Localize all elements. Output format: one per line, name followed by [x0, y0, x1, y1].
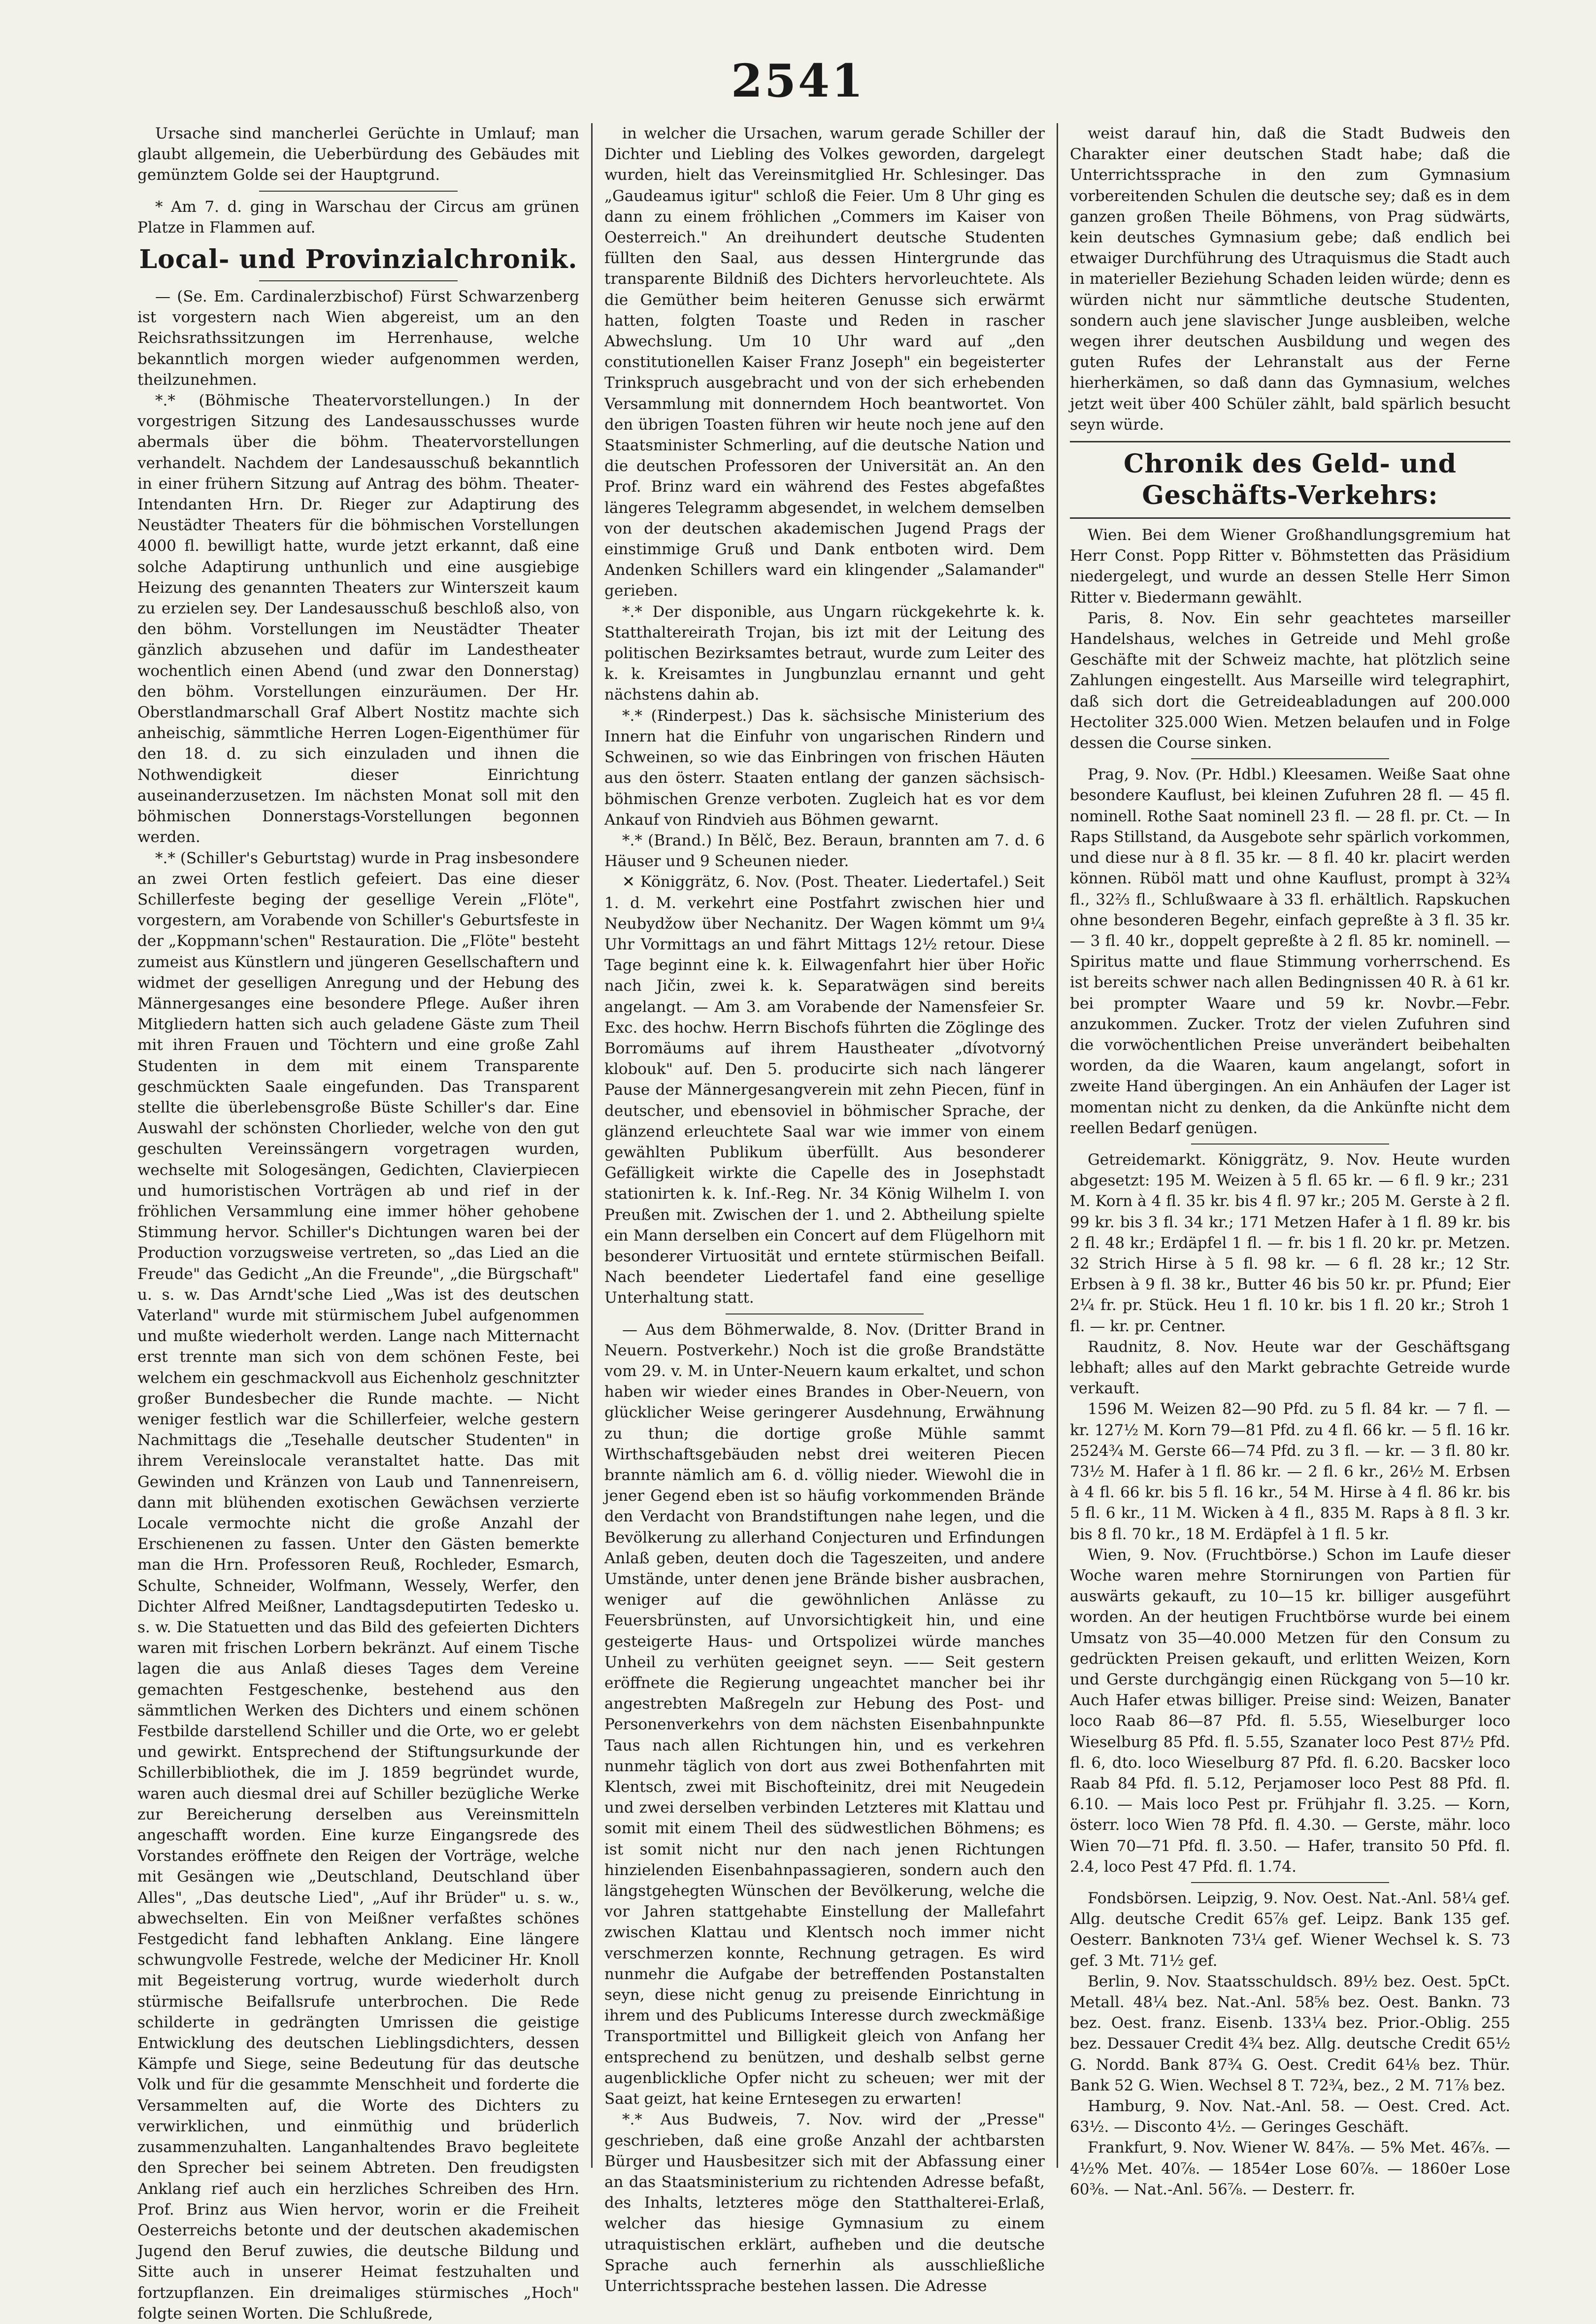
- article-paragraph: * Am 7. d. ging in Warschau der Circus am grünen Platze in Flammen auf.: [137, 198, 579, 236]
- article-paragraph: Hamburg, 9. Nov. Nat.-Anl. 58. — Oest. Cred. Act. 63½. — Disconto 4½. — Geringes Geschäft.: [1070, 2097, 1510, 2136]
- article-paragraph: Wien, 9. Nov. (Fruchtbörse.) Schon im Laufe dieser Woche waren mehre Stornirungen von Partien für auswärts gekauft, zu 10—15 kr. billiger ausgeführt worden. An der heutigen Fruchtbörse wurde bei einem Umsatz von 35—40.000 Metzen für den Consum zu gedrückten Preisen gekauft, und erlitten Weizen, Korn und Gerste durchgängig einen Rückgang von 5—10 kr. Auch Hafer etwas billiger. Preise sind: Weizen, Banater loco Raab 86—87 Pfd. fl. 5.55, Wieselburger loco Wieselburg 85 Pfd. fl. 5.55, Szanater loco Pest 87½ Pfd. fl. 6, dto. loco Wieselburg 87 Pfd. fl. 6.20. Bacsker loco Raab 84 Pfd. fl. 5.12, Perjamoser loco Pest 88 Pfd. fl. 6.10. — Mais loco Pest pr. Frühjahr fl. 3.25. — Korn, österr. loco Wien 78 Pfd. fl. 4.30. — Gerste, mähr. loco Wien 70—71 Pfd. fl. 3.50. — Hafer, transito 50 Pfd. fl. 2.4, loco Pest 47 Pfd. fl. 1.74.: [1070, 1546, 1510, 1876]
- divider: [1070, 441, 1510, 442]
- article-paragraph: Berlin, 9. Nov. Staatsschuldsch. 89½ bez. Oest. 5pCt. Metall. 48¼ bez. Nat.-Anl. 58⅝ bez. Oest. Bankn. 73 bez. Oest. franz. Eisenb. 133¼ bez. Prior.-Oblig. 255 bez. Dessauer Credit 4¾ bez. Allg. deutsche Credit 65½ G. Nordd. Bank 87¾ G. Oest. Credit 64⅛ bez. Thür. Bank 52 G. Wien. Wechsel 8 T. 72¾, bez., 2 M. 71⅞ bez.: [1070, 1972, 1510, 2094]
- article-paragraph: Ursache sind mancherlei Gerüchte in Umlauf; man glaubt allgemein, die Ueberbürdung des Gebäudes mit gemünztem Golde sei der Hauptgrund.: [137, 125, 579, 184]
- article-paragraph: Paris, 8. Nov. Ein sehr geachtetes marseiller Handelshaus, welches in Getreide und Mehl große Geschäfte mit der Schweiz machte, hat plötzlich seine Zahlungen eingestellt. Aus Marseille wird telegraphirt, daß sich dort die Getreideabladungen auf 200.000 Hectoliter 325.000 Wien. Metzen belaufen und in Folge dessen die Course sinken.: [1070, 609, 1510, 752]
- section-heading-local-chronicle: Local- und Provinzialchronik.: [139, 244, 578, 275]
- divider: [1070, 517, 1510, 519]
- divider: [1191, 1882, 1389, 1883]
- section-heading-money-business: Chronik des Geld- und Geschäfts-Verkehrs:: [1123, 449, 1457, 511]
- divider: [259, 191, 458, 192]
- article-paragraph: in welcher die Ursachen, warum gerade Schiller der Dichter und Liebling des Volkes geworden, dargelegt wurden, hielt das Vereinsmitglied Hr. Schlesinger. Das „Gaudeamus igitur" schloß die Feier. Um 8 Uhr ging es dann zu einem fröhlichen „Commers im Kaiser von Oesterreich." An dreihundert deutsche Studenten füllten den Saal, aus dessen Hintergrunde das transparente Bildniß des Dichters hervorleuchtete. Als die Gemüther beim heiteren Genusse sich erwärmt hatten, folgten Toaste und Reden in rascher Abwechslung. Um 10 Uhr ward auf „den constitutionellen Kaiser Franz Joseph" ein begeisterter Trinkspruch ausgebracht und von der sich erhebenden Versammlung mit donnerndem Hoch beantwortet. Von den übrigen Toasten führen wir heute noch jene auf den Staatsminister Schmerling, auf die deutsche Nation und die deutschen Professoren der Universität an. An den Prof. Brinz ward ein während des Festes abgefaßtes längeres Telegramm abgesendet, in welchem demselben von der deutschen akademischen Jugend Prags der einstimmige Gruß und Dank entboten wird. Dem Andenken Schillers ward ein klingender „Salamander" gerieben.: [604, 125, 1045, 600]
- article-paragraph: *.* (Böhmische Theatervorstellungen.) In der vorgestrigen Sitzung des Landesausschusses wurde abermals über die böhm. Theatervorstellungen verhandelt. Nachdem der Landesausschuß bekanntlich in einer frühern Sitzung auf Antrag des böhm. Theater-Intendanten Hrn. Dr. Rieger zur Adaptirung des Neustädter Theaters für die böhmischen Vorstellungen 4000 fl. bewilligt hatte, wurde jetzt erkannt, daß eine solche Adaptirung unthunlich und eine ausgiebige Heizung des genannten Theaters zur Winterszeit kaum zu erzielen sey. Der Landesausschuß beschloß also, von den böhm. Vorstellungen im Neustädter Theater gänzlich abzusehen und dafür im Landestheater wochentlich einen Abend (und zwar den Donnerstag) den böhm. Vorstellungen einzuräumen. Der Hr. Oberstlandmarschall Graf Albert Nostitz machte sich anheischig, sämmtliche Herren Logen-Eigenthümer für den 18. d. zu sich einzuladen und ihnen die Nothwendigkeit dieser Einrichtung auseinanderzusetzen. Im nächsten Monat soll mit den böhmischen Donnerstags-Vorstellungen begonnen werden.: [137, 392, 579, 846]
- divider: [1191, 1144, 1389, 1145]
- column-2: [591, 123, 1057, 2295]
- column-3: [1057, 123, 1522, 2198]
- article-paragraph: *.* Aus Budweis, 7. Nov. wird der „Presse" geschrieben, daß eine große Anzahl der achtbarsten Bürger und Hausbesitzer sich mit der Abfassung einer an das Staatsministerium zu richtenden Adresse befaßt, des Inhalts, letzteres möge den Statthalterei-Erlaß, welcher das hiesige Gymnasium zu einem utraquistischen erklärt, aufheben und die deutsche Sprache auch fernerhin als ausschließliche Unterrichtssprache bestehen lassen. Die Adresse: [604, 2111, 1045, 2295]
- article-paragraph: Fondsbörsen. Leipzig, 9. Nov. Oest. Nat.-Anl. 58¼ gef. Allg. deutsche Credit 65⅞ gef. Leipz. Bank 135 gef. Oesterr. Banknoten 73¼ gef. Wiener Wechsel k. S. 73 gef. 3 Mt. 71½ gef.: [1070, 1889, 1510, 1970]
- article-paragraph: weist darauf hin, daß die Stadt Budweis den Charakter einer deutschen Stadt habe; daß die Unterrichtssprache in den zum Gymnasium vorbereitenden Schulen die deutsche sey; daß es in dem ganzen großen Theile Böhmens, von Prag südwärts, kein deutsches Gymnasium gebe; daß endlich bei etwaiger Durchführung des Utraquismus die Stadt auch in materieller Beziehung Schaden leiden würde; denn es würden nicht nur sämmtliche deutsche Studenten, sondern auch jene slavischer Junge ausbleiben, welche wegen ihrer deutschen Ausbildung und wegen des guten Rufes der Lehranstalt aus der Ferne hierherkämen, so daß dann das Gymnasium, welches jetzt weit über 400 Schüler zählt, bald spärlich besucht seyn würde.: [1070, 125, 1510, 434]
- article-paragraph: — Aus dem Böhmerwalde, 8. Nov. (Dritter Brand in Neuern. Postverkehr.) Noch ist die große Brandstätte vom 29. v. M. in Unter-Neuern kaum erkaltet, und schon haben wir wieder eines Brandes in Ober-Neuern, von glücklicher Weise geringerer Ausdehnung, Erwähnung zu thun; die dortige große Mühle sammt Wirthschaftsgebäuden nebst drei weiteren Piecen brannte nämlich am 6. d. völlig nieder. Wiewohl die in jener Gegend eben ist so häufig vorkommenden Brände den Verdacht von Brandstiftungen nahe legen, und die Bevölkerung zu allerhand Conjecturen und Erfindungen Anlaß geben, deuten doch die Tageszeiten, und andere Umstände, unter denen jene Brände bisher ausbrachen, weniger auf die gewöhnlichen Anlässe zu Feuersbrünsten, auf Unvorsichtigkeit hin, und eine gesteigerte Haus- und Ortspolizei würde manches Unheil zu verhüten geeignet seyn. —— Seit gestern eröffnete die Regierung ungeachtet mancher bei ihr angestrebten Maßregeln zur Hebung des Post- und Personenverkehrs von dem nächsten Eisenbahnpunkte Taus nach allen Richtungen hin, und es verkehren nunmehr täglich von dort aus zwei Bothenfahrten mit Klentsch, zwei mit Bischofteinitz, drei mit Neugedein und zwei derselben verbinden Letzteres mit Klattau und somit mit einem Theil des südwestlichen Böhmens; es ist somit nicht nur den nach jenen Richtungen hinzielenden Eisenbahnpassagieren, sondern auch den längstgehegten Wünschen der Bevölkerung, welche die vor Jahren stattgehabte Einstellung der Mallefahrt zwischen Klattau und Klentsch noch immer nicht verschmerzen konnte, Rechnung getragen. Es wird nunmehr die Aufgabe der betreffenden Postanstalten seyn, diese nicht genug zu preisende Einrichtung in ihrem und des Publicums Interesse durch zweckmäßige Transportmittel und Billigkeit gleich von Anfang her entsprechend zu benützen, und deshalb selbst gerne augenblickliche Opfer nicht zu scheuen; wer mit der Saat geizt, hat keine Erntesegen zu erwarten!: [604, 1320, 1045, 2108]
- article-paragraph: *.* (Schiller's Geburtstag) wurde in Prag insbesondere an zwei Orten festlich gefeiert. Das eine dieser Schillerfeste beging der gesellige Verein „Flöte", vorgestern, am Vorabende von Schiller's Geburtsfeste in der „Koppmann'schen" Restauration. Die „Flöte" besteht zumeist aus Künstlern und jüngeren Gesellschaftern und widmet der geselligen Anregung und der Hebung des Männergesanges eine besondere Pflege. Außer ihren Mitgliedern hatten sich auch geladene Gäste zum Theil mit ihren Frauen und Töchtern und eine große Zahl Studenten in dem mit einem Transparente geschmückten Saale eingefunden. Das Transparent stellte die überlebensgroße Büste Schiller's dar. Eine Auswahl der schönsten Chorlieder, welche von den gut geschulten Vereinssängern vorgetragen wurden, wechselte mit Sologesängen, Gedichten, Clavierpiecen und humoristischen Vorträgen ab und rief in der fröhlichen Versammlung eine immer höher gehobene Stimmung hervor. Schiller's Dichtungen waren bei der Production vorzugsweise vertreten, so „das Lied an die Freude" das Gedicht „An die Freunde", „die Bürgschaft" u. s. w. Das Arndt'sche Lied „Was ist des deutschen Vaterland" wurde mit stürmischem Jubel aufgenommen und mußte wiederholt werden. Lange nach Mitternacht erst trennte man sich von dem schönen Feste, bei welchem ein geschmackvoll aus Eichenholz geschnitzter großer Bundesbecher die Runde machte. — Nicht weniger festlich war die Schillerfeier, welche gestern Nachmittags die „Tesehalle deutscher Studenten" in ihrem Vereinslocale veranstaltet hatte. Das mit Gewinden und Kränzen von Laub und Tannenreisern, dann mit blühenden exotischen Gewächsen verzierte Locale vermochte nicht die große Anzahl der Erschienenen zu fassen. Unter den Gästen bemerkte man die Hrn. Professoren Reuß, Rochleder, Esmarch, Schulte, Schneider, Wolfmann, Wessely, Werfer, den Dichter Alfred Meißner, Landtagsdeputirten Tedesko u. s. w. Die Statuetten und das Bild des gefeierten Dichters waren mit frischen Lorbern bekränzt. Auf einem Tische lagen die aus Anlaß dieses Tages dem Vereine gemachten Festgeschenke, bestehend aus den sämmtlichen Werken des Dichters und einem schönen Festbilde darstellend Schiller und die Orte, wo er gelebt und gewirkt. Entsprechend der Stiftungsurkunde der Schillerbibliothek, die im J. 1859 begründet wurde, waren auch diesmal drei auf Schiller bezügliche Werke zur Bereicherung derselben aus Vereinsmitteln angeschafft worden. Eine kurze Eingangsrede des Vorstandes eröffnete den Reigen der Vorträge, welche mit Gesängen wie „Deutschland, Deutschland über Alles", „Das deutsche Lied", „Auf ihr Brüder" u. s. w., abwechselten. Ein von Meißner verfaßtes schönes Festgedicht fand lebhaften Anklang. Eine längere schwungvolle Festrede, welche der Mediciner Hr. Knoll mit Begeisterung vortrug, wurde wiederholt durch stürmische Beifallsrufe unterbrochen. Die Rede schilderte in gedrängten Umrissen die geistige Entwicklung des deutschen Lieblingsdichters, dessen Kämpfe und Siege, seine Bedeutung für das deutsche Volk und für die gesammte Menschheit und forderte die Versammelten auf, die Worte des Dichters zu verwirklichen, und einmüthig und brüderlich zusammenzuhalten. Langanhaltendes Bravo begleitete den Sprecher bei seinem Abtreten. Den freudigsten Anklang rief auch ein herzliches Schreiben des Hrn. Prof. Brinz aus Wien hervor, worin er die Freiheit Oesterreichs betonte und der deutschen akademischen Jugend den Beruf zuwies, die deutsche Bildung und Sitte auch in unserer Heimat festzuhalten und fortzupflanzen. Ein dreimaliges stürmisches „Hoch" folgte seinen Worten. Die Schlußrede,: [137, 849, 579, 2323]
- divider: [259, 280, 458, 281]
- article-paragraph: Raudnitz, 8. Nov. Heute war der Geschäftsgang lebhaft; alles auf den Markt gebrachte Getreide wurde verkauft.: [1070, 1338, 1510, 1398]
- article-paragraph: *.* (Rinderpest.) Das k. sächsische Ministerium des Innern hat die Einfuhr von ungarischen Rindern und Schweinen, so wie das Einbringen von frischen Häuten aus den österr. Staaten entlang der ganzen sächsisch-böhmischen Grenze verboten. Zugleich hat es vor dem Ankauf von Rindvieh aus Böhmen gewarnt.: [604, 707, 1045, 829]
- article-paragraph: ✕ Königgrätz, 6. Nov. (Post. Theater. Liedertafel.) Seit 1. d. M. verkehrt eine Postfahrt zwischen hier und Neubydžow über Nechanitz. Der Wagen kömmt um 9¼ Uhr Vormittags an und fährt Mittags 12½ retour. Diese Tage beginnt eine k. k. Eilwagenfahrt hier über Hořic nach Jičin, zwei k. k. Separatwägen sind bereits angelangt. — Am 3. am Vorabende der Namensfeier Sr. Exc. des hochw. Herrn Bischofs führten die Zöglinge des Borromäums auf ihrem Haustheater „dívotvorný klobouk" auf. Den 5. producirte sich nach längerer Pause der Männergesangverein mit zehn Piecen, fünf in deutscher, und ebensoviel in böhmischer Sprache, der glänzend erleuchtete Saal war wie immer von einem gewählten Publikum überfüllt. Aus besonderer Gefälligkeit wirkte die Capelle des in Josephstadt stationirten k. k. Inf.-Reg. Nr. 34 König Wilhelm I. von Preußen mit. Zwischen der 1. und 2. Abtheilung spielte ein Mann derselben ein Concert auf dem Flügelhorn mit besonderer Virtuosität und erntete stürmischen Beifall. Nach beendeter Liedertafel fand eine gesellige Unterhaltung statt.: [604, 873, 1045, 1307]
- article-paragraph: Frankfurt, 9. Nov. Wiener W. 84⅞. — 5% Met. 46⅞. — 4½% Met. 40⅞. — 1854er Lose 60⅞. — 1860er Lose 60⅜. — Nat.-Anl. 56⅞. — Desterr. fr.: [1070, 2139, 1510, 2198]
- article-paragraph: *.* Der disponible, aus Ungarn rückgekehrte k. k. Statthaltereirath Trojan, bis izt mit der Leitung des politischen Bezirksamtes betraut, wurde zum Leiter des k. k. Kreisamtes in Jungbunzlau ernannt und geht nächstens dahin ab.: [604, 603, 1045, 704]
- article-paragraph: Getreidemarkt. Königgrätz, 9. Nov. Heute wurden abgesetzt: 195 M. Weizen à 5 fl. 65 kr. — 6 fl. 9 kr.; 231 M. Korn à 4 fl. 35 kr. bis 4 fl. 97 kr.; 205 M. Gerste à 2 fl. 99 kr. bis 3 fl. 34 kr.; 171 Metzen Hafer à 1 fl. 89 kr. bis 2 fl. 48 kr.; Erdäpfel 1 fl. — fr. bis 1 fl. 20 kr. pr. Metzen. 32 Strich Hirse à 5 fl. 98 kr. — 6 fl. 28 kr.; 12 Str. Erbsen à 9 fl. 38 kr., Butter 46 bis 50 kr. pr. Pfund; Eier 2¼ fr. pr. Stück. Heu 1 fl. 10 kr. bis 1 fl. 20 kr.; Stroh 1 fl. — kr. pr. Centner.: [1070, 1150, 1510, 1335]
- divider: [1191, 758, 1389, 759]
- text-columns: [126, 123, 1522, 2323]
- article-paragraph: 1596 M. Weizen 82—90 Pfd. zu 5 fl. 84 kr. — 7 fl. — kr. 127½ M. Korn 79—81 Pfd. zu 4 fl. 66 kr. — 5 fl. 16 kr. 2524¾ M. Gerste 66—74 Pfd. zu 3 fl. — kr. — 3 fl. 80 kr. 73½ M. Hafer à 1 fl. 86 kr. — 2 fl. 6 kr., 26½ M. Erbsen à 4 fl. 66 kr. bis 5 fl. 16 kr., 54 M. Hirse à 4 fl. 86 kr. bis 5 fl. 6 kr., 11 M. Wicken à 4 fl., 835 M. Raps à 8 fl. 3 kr. bis 8 fl. 70 kr., 18 M. Erdäpfel à 1 fl. 5 kr.: [1070, 1400, 1510, 1543]
- article-paragraph: *.* (Brand.) In Bělč, Bez. Beraun, brannten am 7. d. 6 Häuser und 9 Scheunen nieder.: [604, 831, 1045, 871]
- article-paragraph: Prag, 9. Nov. (Pr. Hdbl.) Kleesamen. Weiße Saat ohne besondere Kauflust, bei kleinen Zufuhren 28 fl. — 45 fl. nominell. Rothe Saat nominell 23 fl. — 28 fl. pr. Ct. — In Raps Stillstand, da Ausgebote sehr spärlich vorkommen, und diese nur à 8 fl. 35 kr. — 8 fl. 40 kr. placirt werden können. Rüböl matt und ohne Kauflust, prompt à 32¾ fl., 32⅔ fl., Schlußwaare à 33 fl. erhältlich. Rapskuchen ohne besonderen Begehr, einfach gepreßte à 3 fl. 35 kr. — 3 fl. 40 kr., doppelt gepreßte à 2 fl. 85 kr. nominell. — Spiritus matte und flaue Stimmung vorherrschend. Es ist bereits schwer nach allen Bedingnissen 40 R. à 61 kr. bei prompter Waare und 59 kr. Novbr.—Febr. anzukommen. Zucker. Trotz der vielen Zufuhren sind die vorwöchentlichen Preise unverändert beibehalten worden, da die Waaren, kaum angelangt, sofort in zweite Hand übergingen. An ein Anhäufen der Lager ist momentan nicht zu denken, da die Ankünfte nicht dem reellen Bedarf genügen.: [1070, 766, 1510, 1137]
- page-number: 2541: [731, 54, 865, 107]
- article-paragraph: — (Se. Em. Cardinalerzbischof) Fürst Schwarzenberg ist vorgestern nach Wien abgereist, um an den Reichsrathssitzungen im Herrenhause, welche bekanntlich morgen wieder aufgenommen werden, theilzunehmen.: [137, 288, 579, 389]
- column-1: [126, 123, 591, 2323]
- article-paragraph: Wien. Bei dem Wiener Großhandlungsgremium hat Herr Const. Popp Ritter v. Böhmstetten das Präsidium niedergelegt, und wurde an dessen Stelle Herr Simon Ritter v. Biedermann gewählt.: [1070, 526, 1510, 606]
